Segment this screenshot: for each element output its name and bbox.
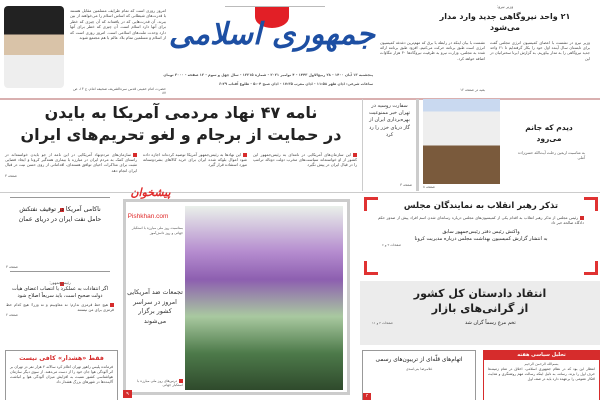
main-col1: این سازمان‌های آمریکایی در نامه‌ای به رئیس‌جمهور این کشور از او خواسته‌اند سیاست‌های مخرب دولت دونالد ترامپ را در قبال ایران در پیش نگیرد xyxy=(253,152,357,168)
leader-sub1: واکنش رئیس دفتر رئیس‌جمهور سابق xyxy=(442,229,520,235)
memorial-page: صفحه ۸ xyxy=(423,185,435,189)
watermark-fa: پیشخوان xyxy=(130,186,171,199)
prosecutor-page: صفحات ۲ و ۱۱ xyxy=(372,321,393,325)
prayer-times: ساعات شرعی: اذان ظهر ۱۱:۵۸ - اذان مغرب ۱۷:۳۵ - اذان صبح ۵:۰۴ - طلوع آفتاب ۶:۲۹ xyxy=(219,82,373,86)
analysis-label: تحلیل سیاسی هفته xyxy=(484,351,599,360)
analysis-body: انتظار این بود که در نظام جمهوری اسلامی، اخلاق در تمام زمینه‌ها حرف اول را بزند. رسانه، به دلیل اینکه رسالت مهم روشنگری و هدایت افکار عمومی را برعهده دارد باید در صف اول xyxy=(488,367,595,381)
main-col2: این نهادها به رئیس‌جمهور آمریکا توصیه کرده‌اند اجازه داده شود اموال بلوکه شده ایران برای خرید کالاهای بشردوستانه مورد استفاده قرار گیرد xyxy=(143,152,247,168)
leader-sub2: به انتشار گزارش کمیسیون بهداشت مجلس درباره مدیریت کرونا xyxy=(414,236,548,242)
khomeini-portrait xyxy=(4,6,64,88)
rally-bullet: درس‌های روز ملی مبارزه با استکبار جهانی xyxy=(137,378,183,388)
main-story xyxy=(5,102,357,191)
pollution-body: فرمانده پلیس راهور تهران اعلام کرد سالانه ۴ هزار نفر در تهران بر اثر آلودگی هوا جان خود را از دست می‌دهند. از سوی دیگر سازمان هواشناسی کشور نسبت به افزایش میزان آلودگی هوا و انباشت آلاینده‌ها در شهرهای بزرگ هشدار داد xyxy=(10,365,113,384)
accusations-author: غلامرضا بنی‌اسدی xyxy=(405,367,433,371)
power-col1: وزیر نیرو در نشست با اعضای کمیسیون انرژی مجلس گفت برای تابستان سال آینده اول خود را بکار گرفته‌ایم تا ۲۱ واحد جدید نیروگاهی را به مدار بیاوریم. به گزارش ایرنا سخنرانیان در این xyxy=(490,40,591,61)
tanker-headline: ناکامی آمریکا در توقیف نفتکش حامل نفت ایران در دریای عمان xyxy=(18,206,102,223)
main-page: صفحه ۳ xyxy=(5,173,17,178)
pollution-headline: فقط «هشدار» کافی نیست xyxy=(19,355,104,362)
rally-page: ۹ xyxy=(123,390,132,398)
main-headline-2: در حمایت از برجام و لغو تحریم‌های ایران xyxy=(20,125,342,144)
header-divider xyxy=(0,98,600,100)
logo: جمهوری اسلامی xyxy=(170,4,375,66)
memorial-sub: به مناسبت اربعین رحلت آیت‌الله حسن‌زاده آملی xyxy=(517,150,585,160)
russia-box xyxy=(362,99,419,191)
main-headline-1: نامه ۴۷ نهاد مردمی آمریکا به بایدن xyxy=(44,103,318,122)
accusations-page: ۳ xyxy=(363,393,371,400)
prosecutor-sub: تخم مرغ رسماً گران شد xyxy=(465,320,516,326)
power-more: بقیه در صفحه ۱۲ xyxy=(460,88,485,92)
dateline: پنجشنبه ۱۳ آبان ۱۴۰۰ - ۲۸ ربیع‌الاول ۱۴۴۳ - ۴ نوامبر ۲۰۲۱ - شماره ۱۲۲۱۵ - سال چهل و سوم - ۱۲ صفحه - ۳۰۰۰ تومان xyxy=(163,73,373,77)
prosecutor-box xyxy=(360,281,600,345)
pollution-box xyxy=(5,350,118,400)
rally-photo xyxy=(185,206,343,390)
rally-caption: تجمعات ضد آمریکایی امروز در سراسر کشور برگزار می‌شوند xyxy=(127,289,183,325)
president-headline: اگر انتقادات به عملکرد یا انتصاب اعضای هیأت دولت صحیح است، باید سریعاً اصلاح شود xyxy=(12,286,108,299)
president-body: هیچ خط قرمزی ندارم؛ نه معاونینم و نه وزرا؛ هیچ کدام خط قرمزی برای من نیستند xyxy=(6,302,114,312)
russia-text: سفارت روسیه در تهران خبر ممنوعیت بهره‌برداری ایران از گاز دریای خزر را رد کرد xyxy=(368,103,411,138)
president-kicker: رئیس‌جمهور: xyxy=(49,280,71,285)
accusations-box xyxy=(362,350,476,400)
accusations-headline: اتهام‌های قلّه‌ای از تریبون‌های رسمی xyxy=(375,357,463,363)
imam-quote: امروز روزی است که تمام طرایف مسلمین مقابل هستند با قدرت‌های شیطانی که اساس اسلام را می‌خواهند از بین ببرند. آن قدرت‌هایی که در یافته‌اند که آن چیزی که خطر برای آنها دارد اسلام است. آن چیزی که خطر برای آنها دارد وحدت ملت‌های اسلامی است. امروز روزی است که از اسلام و مسلمین تمام بلاد عالم با هم مجتمع شوند xyxy=(70,8,166,41)
main-col3: سازمان‌های مردم‌نهاد آمریکایی در این نامه از جو بایدن خواسته‌اند در راستای کمک به مردم ایران در مبارزه با بیماری همه‌گیر کرونا و ایجاد فضایی مثبت برای مذاکرات احیای توافق هسته‌ای، اقداماتی از روی حسن نیت در قبال ایران انجام دهد xyxy=(5,152,137,173)
power-kicker: وزیر نیرو: xyxy=(496,4,514,9)
prosecutor-headline-2: از گرانی‌های بازار xyxy=(431,302,529,315)
analysis-bismillah: بسم‌الله الرحمن الرحیم xyxy=(524,362,559,366)
watermark: Pishkhan.com xyxy=(127,213,169,220)
leader-page: صفحات ۲ و ۶ xyxy=(382,243,402,247)
power-col2: نشست با بیان اینکه در رابطه با برق که مهم‌ترین دغدغه کمیسیون انرژی است طبق برنامه حرکت می‌کنیم، افزود طبق برنامه ارائه شده به مجلس، وزارت نیرو به ظرفیت نیروگاه‌ها ۳۰ هزار مگاوات اضافه خواهد کرد. xyxy=(380,40,486,61)
rally-caption-small: بمناسبت روز ملی مبارزه با استکبار جهانی و روز دانش‌آموز xyxy=(131,226,183,235)
tanker-page: صفحه ۳ xyxy=(6,264,18,269)
power-headline: ۲۱ واحد نیروگاهی جدید وارد مدار می‌شود xyxy=(439,12,571,32)
memorial-headline: دیدم که جانم می‌رود xyxy=(525,123,573,143)
prosecutor-headline-1: انتقاد دادستان کل کشور xyxy=(413,287,547,300)
hasanzadeh-photo xyxy=(423,99,500,184)
russia-page: صفحه ۳ xyxy=(400,183,412,187)
analysis-box xyxy=(483,350,600,400)
leader-body: رئیس مجلس از تذکر رهبر انقلاب به اقدام یکی از کمیسیون‌های مجلس درباره رسانه‌ای شدن اسم افراد پیش از صدور حکم دادگاه صالحه خبر داد xyxy=(378,215,584,225)
leader-headline: تذکر رهبر انقلاب به نمایندگان مجلس xyxy=(403,201,559,211)
president-page: صفحه ۲ xyxy=(6,313,18,317)
quote-source: حضرت امام خمینی قدس سره‌الشریف صحیفه امام، ج ۱۳، ص ۸۷ xyxy=(73,86,166,96)
